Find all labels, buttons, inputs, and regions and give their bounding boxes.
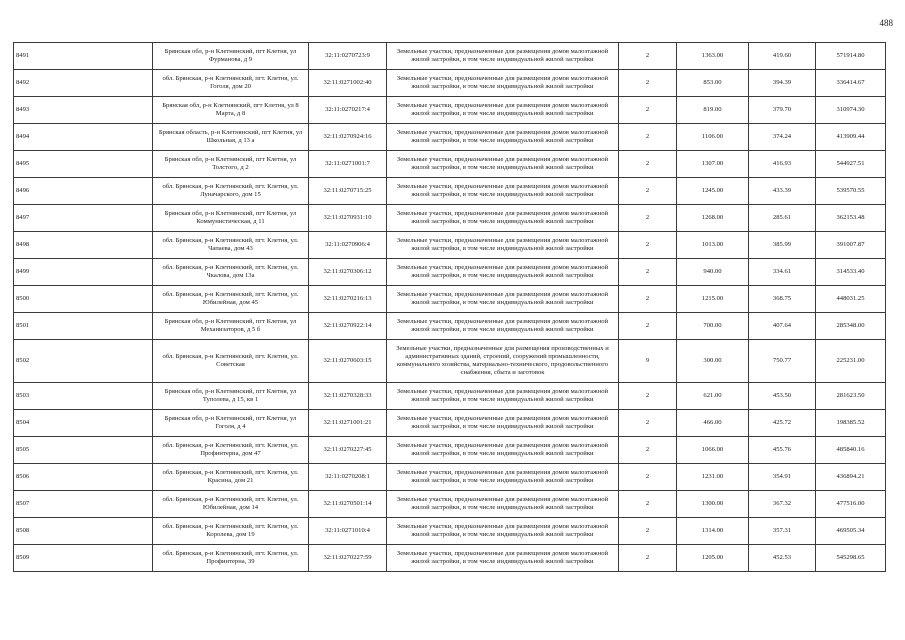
use-group: 9 <box>619 340 677 383</box>
cadastral-number: 32:11:0270217:4 <box>309 97 387 124</box>
use-group: 2 <box>619 313 677 340</box>
use-group: 2 <box>619 491 677 518</box>
cadastral-value: 362153.48 <box>816 205 886 232</box>
table-row <box>14 340 886 383</box>
parcel-area: 853.00 <box>677 70 749 97</box>
row-number: 8509 <box>14 545 153 572</box>
permitted-use: Земельные участки, предназначенные для размещения производственных и административных зданий, строений, сооружений промышленности, коммунального хозяйства, материально-технического, продовольственного снабжения, сбыта и заготовок <box>387 340 619 383</box>
cadastral-number: 32:11:0271001:7 <box>309 151 387 178</box>
table-row <box>14 545 886 572</box>
table-row <box>14 286 886 313</box>
specific-cadastral-value: 455.76 <box>749 437 816 464</box>
row-number: 8492 <box>14 70 153 97</box>
use-group: 2 <box>619 70 677 97</box>
table-row <box>14 313 886 340</box>
table-row <box>14 410 886 437</box>
parcel-area: 621.00 <box>677 383 749 410</box>
use-group: 2 <box>619 259 677 286</box>
cadastral-value: 413909.44 <box>816 124 886 151</box>
row-number: 8503 <box>14 383 153 410</box>
table-row <box>14 383 886 410</box>
permitted-use: Земельные участки, предназначенные для размещения домов малоэтажной жилой застройки, в том числе индивидуальной жилой застройки <box>387 518 619 545</box>
row-number: 8495 <box>14 151 153 178</box>
specific-cadastral-value: 419.60 <box>749 43 816 70</box>
parcel-address: обл. Брянская, р-н Клетнянский, пгт. Клетня, ул. Юбилейная, дом 14 <box>153 491 309 518</box>
parcel-area: 300.00 <box>677 340 749 383</box>
parcel-area: 940.00 <box>677 259 749 286</box>
permitted-use: Земельные участки, предназначенные для размещения домов малоэтажной жилой застройки, в том числе индивидуальной жилой застройки <box>387 383 619 410</box>
table-row <box>14 43 886 70</box>
parcel-address: Брянская область, р-н Клетнянский, пгт Клетня, ул Школьная, д 13 а <box>153 124 309 151</box>
parcel-address: обл. Брянская, р-н Клетнянский, пгт. Клетня, ул. Профинтерна, 39 <box>153 545 309 572</box>
parcel-area: 466.00 <box>677 410 749 437</box>
use-group: 2 <box>619 97 677 124</box>
cadastral-number: 32:11:0270906:4 <box>309 232 387 259</box>
cadastral-number: 32:11:0270501:14 <box>309 491 387 518</box>
use-group: 2 <box>619 43 677 70</box>
cadastral-value: 285348.00 <box>816 313 886 340</box>
use-group: 2 <box>619 410 677 437</box>
cadastral-number: 32:11:0270227:45 <box>309 437 387 464</box>
row-number: 8502 <box>14 340 153 383</box>
permitted-use: Земельные участки, предназначенные для размещения домов малоэтажной жилой застройки, в том числе индивидуальной жилой застройки <box>387 491 619 518</box>
parcel-area: 1013.00 <box>677 232 749 259</box>
specific-cadastral-value: 354.91 <box>749 464 816 491</box>
cadastral-number: 32:11:0270208:1 <box>309 464 387 491</box>
parcel-address: обл. Брянская, р-н Клетнянский, пгт. Клетня, ул. Королева, дом 19 <box>153 518 309 545</box>
table-row <box>14 205 886 232</box>
cadastral-value: 477516.00 <box>816 491 886 518</box>
row-number: 8508 <box>14 518 153 545</box>
cadastral-value: 469505.34 <box>816 518 886 545</box>
use-group: 2 <box>619 383 677 410</box>
parcel-address: Брянская обл, р-н Клетнянский, пгт Клетня, ул Туполева, д 15, кв 1 <box>153 383 309 410</box>
row-number: 8497 <box>14 205 153 232</box>
parcel-address: Брянская обл, р-н Клетнянский, пгт Клетня, ул 8 Марта, д 8 <box>153 97 309 124</box>
row-number: 8493 <box>14 97 153 124</box>
parcel-area: 1106.00 <box>677 124 749 151</box>
row-number: 8504 <box>14 410 153 437</box>
parcel-address: обл. Брянская, р-н Клетнянский, пгт. Клетня, ул. Гоголя, дом 20 <box>153 70 309 97</box>
row-number: 8506 <box>14 464 153 491</box>
row-number: 8498 <box>14 232 153 259</box>
specific-cadastral-value: 379.70 <box>749 97 816 124</box>
parcel-area: 1363.00 <box>677 43 749 70</box>
permitted-use: Земельные участки, предназначенные для размещения домов малоэтажной жилой застройки, в том числе индивидуальной жилой застройки <box>387 97 619 124</box>
cadastral-number: 32:11:0270227:59 <box>309 545 387 572</box>
row-number: 8494 <box>14 124 153 151</box>
specific-cadastral-value: 367.32 <box>749 491 816 518</box>
permitted-use: Земельные участки, предназначенные для размещения домов малоэтажной жилой застройки, в том числе индивидуальной жилой застройки <box>387 410 619 437</box>
permitted-use: Земельные участки, предназначенные для размещения домов малоэтажной жилой застройки, в том числе индивидуальной жилой застройки <box>387 205 619 232</box>
specific-cadastral-value: 407.64 <box>749 313 816 340</box>
specific-cadastral-value: 374.24 <box>749 124 816 151</box>
cadastral-number: 32:11:0271002:40 <box>309 70 387 97</box>
table-row <box>14 70 886 97</box>
cadastral-value: 539570.55 <box>816 178 886 205</box>
table-row <box>14 232 886 259</box>
parcel-area: 1066.00 <box>677 437 749 464</box>
cadastral-value: 225231.00 <box>816 340 886 383</box>
table-row <box>14 151 886 178</box>
row-number: 8507 <box>14 491 153 518</box>
table-row <box>14 97 886 124</box>
parcel-area: 1215.00 <box>677 286 749 313</box>
table-row <box>14 464 886 491</box>
parcel-area: 1268.00 <box>677 205 749 232</box>
use-group: 2 <box>619 545 677 572</box>
parcel-address: обл. Брянская, р-н Клетнянский, пгт. Клетня, ул. Юбилейная, дом 45 <box>153 286 309 313</box>
cadastral-value: 485840.16 <box>816 437 886 464</box>
row-number: 8496 <box>14 178 153 205</box>
use-group: 2 <box>619 178 677 205</box>
table-row <box>14 124 886 151</box>
cadastral-value: 310974.30 <box>816 97 886 124</box>
row-number: 8501 <box>14 313 153 340</box>
parcel-area: 1300.00 <box>677 491 749 518</box>
specific-cadastral-value: 416.93 <box>749 151 816 178</box>
cadastral-value: 281623.50 <box>816 383 886 410</box>
cadastral-value: 391007.87 <box>816 232 886 259</box>
specific-cadastral-value: 433.39 <box>749 178 816 205</box>
use-group: 2 <box>619 437 677 464</box>
specific-cadastral-value: 452.53 <box>749 545 816 572</box>
row-number: 8500 <box>14 286 153 313</box>
specific-cadastral-value: 368.75 <box>749 286 816 313</box>
permitted-use: Земельные участки, предназначенные для размещения домов малоэтажной жилой застройки, в том числе индивидуальной жилой застройки <box>387 70 619 97</box>
row-number: 8505 <box>14 437 153 464</box>
use-group: 2 <box>619 151 677 178</box>
use-group: 2 <box>619 124 677 151</box>
permitted-use: Земельные участки, предназначенные для размещения домов малоэтажной жилой застройки, в том числе индивидуальной жилой застройки <box>387 313 619 340</box>
specific-cadastral-value: 285.61 <box>749 205 816 232</box>
use-group: 2 <box>619 464 677 491</box>
permitted-use: Земельные участки, предназначенные для размещения домов малоэтажной жилой застройки, в том числе индивидуальной жилой застройки <box>387 259 619 286</box>
permitted-use: Земельные участки, предназначенные для размещения домов малоэтажной жилой застройки, в том числе индивидуальной жилой застройки <box>387 178 619 205</box>
use-group: 2 <box>619 205 677 232</box>
cadastral-number: 32:11:0270723:9 <box>309 43 387 70</box>
parcel-address: Брянская обл, р-н Клетнянский, пгт Клетня, ул Коммунистическая, д 11 <box>153 205 309 232</box>
cadastral-number: 32:11:0270306:12 <box>309 259 387 286</box>
cadastral-number: 32:11:0270931:10 <box>309 205 387 232</box>
cadastral-number: 32:11:0271010:4 <box>309 518 387 545</box>
cadastral-value: 571914.80 <box>816 43 886 70</box>
table-row <box>14 518 886 545</box>
registry-body <box>14 43 886 572</box>
specific-cadastral-value: 750.77 <box>749 340 816 383</box>
parcel-address: Брянская обл, р-н Клетнянский, пгт Клетня, ул Толстого, д 2 <box>153 151 309 178</box>
permitted-use: Земельные участки, предназначенные для размещения домов малоэтажной жилой застройки, в том числе индивидуальной жилой застройки <box>387 43 619 70</box>
parcel-address: Брянская обл, р-н Клетнянский, пгт Клетня, ул Фурманова, д 9 <box>153 43 309 70</box>
specific-cadastral-value: 425.72 <box>749 410 816 437</box>
parcel-area: 1314.00 <box>677 518 749 545</box>
table-row <box>14 259 886 286</box>
row-number: 8499 <box>14 259 153 286</box>
table-row <box>14 178 886 205</box>
parcel-area: 1245.00 <box>677 178 749 205</box>
cadastral-value: 314533.40 <box>816 259 886 286</box>
permitted-use: Земельные участки, предназначенные для размещения домов малоэтажной жилой застройки, в том числе индивидуальной жилой застройки <box>387 545 619 572</box>
parcel-area: 819.00 <box>677 97 749 124</box>
parcel-address: обл. Брянская, р-н Клетнянский, пгт. Клетня, ул. Красина, дом 21 <box>153 464 309 491</box>
permitted-use: Земельные участки, предназначенные для размещения домов малоэтажной жилой застройки, в том числе индивидуальной жилой застройки <box>387 437 619 464</box>
parcel-address: обл. Брянская, р-н Клетнянский, пгт. Клетня, ул. Чапаева, дом 43 <box>153 232 309 259</box>
parcel-address: обл. Брянская, р-н Клетнянский, пгт. Клетня, ул. Луначарского, дом 15 <box>153 178 309 205</box>
parcel-address: Брянская обл, р-н Клетнянский, пгт Клетня, ул Механизаторов, д 5 б <box>153 313 309 340</box>
page-number: 488 <box>879 18 893 28</box>
use-group: 2 <box>619 286 677 313</box>
cadastral-value: 436894.21 <box>816 464 886 491</box>
parcel-area: 700.00 <box>677 313 749 340</box>
specific-cadastral-value: 453.50 <box>749 383 816 410</box>
cadastral-number: 32:11:0270603:15 <box>309 340 387 383</box>
cadastral-number: 32:11:0271001:21 <box>309 410 387 437</box>
cadastral-value: 448031.25 <box>816 286 886 313</box>
permitted-use: Земельные участки, предназначенные для размещения домов малоэтажной жилой застройки, в том числе индивидуальной жилой застройки <box>387 124 619 151</box>
parcel-address: обл. Брянская, р-н Клетнянский, пгт. Клетня, ул. Советская <box>153 340 309 383</box>
parcel-area: 1205.00 <box>677 545 749 572</box>
parcel-area: 1231.00 <box>677 464 749 491</box>
parcel-address: обл. Брянская, р-н Клетнянский, пгт. Клетня, ул. Чкалова, дом 13а <box>153 259 309 286</box>
permitted-use: Земельные участки, предназначенные для размещения домов малоэтажной жилой застройки, в том числе индивидуальной жилой застройки <box>387 232 619 259</box>
cadastral-value: 544927.51 <box>816 151 886 178</box>
cadastral-number: 32:11:0270216:13 <box>309 286 387 313</box>
cadastral-number: 32:11:0270922:14 <box>309 313 387 340</box>
specific-cadastral-value: 394.39 <box>749 70 816 97</box>
specific-cadastral-value: 357.31 <box>749 518 816 545</box>
specific-cadastral-value: 334.61 <box>749 259 816 286</box>
permitted-use: Земельные участки, предназначенные для размещения домов малоэтажной жилой застройки, в том числе индивидуальной жилой застройки <box>387 151 619 178</box>
parcel-area: 1307.00 <box>677 151 749 178</box>
cadastral-number: 32:11:0270715:25 <box>309 178 387 205</box>
row-number: 8491 <box>14 43 153 70</box>
table-row <box>14 437 886 464</box>
table-row <box>14 491 886 518</box>
specific-cadastral-value: 385.99 <box>749 232 816 259</box>
use-group: 2 <box>619 232 677 259</box>
permitted-use: Земельные участки, предназначенные для размещения домов малоэтажной жилой застройки, в том числе индивидуальной жилой застройки <box>387 464 619 491</box>
permitted-use: Земельные участки, предназначенные для размещения домов малоэтажной жилой застройки, в том числе индивидуальной жилой застройки <box>387 286 619 313</box>
cadastral-number: 32:11:0270328:33 <box>309 383 387 410</box>
cadastral-value: 336414.67 <box>816 70 886 97</box>
cadastral-value: 545298.65 <box>816 545 886 572</box>
cadastral-number: 32:11:0270924:16 <box>309 124 387 151</box>
cadastral-registry-table <box>13 42 886 572</box>
parcel-address: обл. Брянская, р-н Клетнянский, пгт. Клетня, ул. Профинтерна, дом 47 <box>153 437 309 464</box>
cadastral-value: 198385.52 <box>816 410 886 437</box>
use-group: 2 <box>619 518 677 545</box>
parcel-address: Брянская обл, р-н Клетнянский, пгт Клетня, ул Гоголя, д 4 <box>153 410 309 437</box>
